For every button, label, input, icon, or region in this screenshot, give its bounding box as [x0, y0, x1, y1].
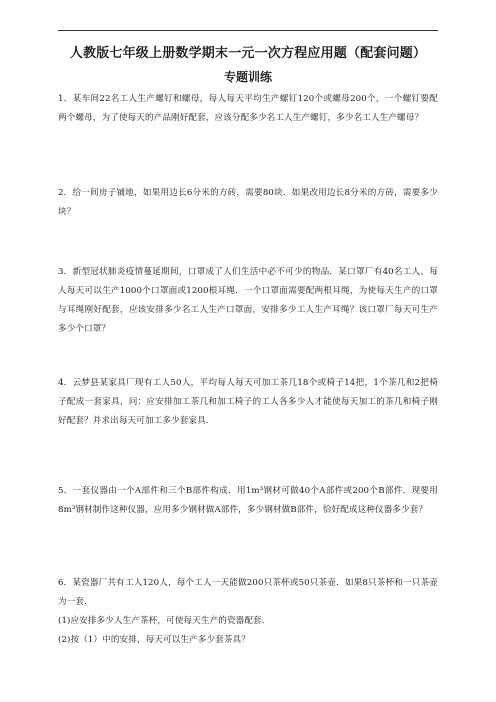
question-text: 4．云梦县某家具厂现有工人50人，平均每人每天可加工茶几18个或椅子14把，1个茶几和2把椅子配成一套家具，问：应安排加工茶几和加工椅子的工人各多少人才能使每天加工的茶几和椅子刚好配套？并求出每天可加工多少套家具． — [58, 378, 438, 426]
question-2 — [58, 184, 438, 222]
page-subtitle: 专题训练 — [223, 70, 272, 84]
question-3 — [58, 263, 438, 339]
question-text: 3．新型冠状肺炎疫情蔓延期间，口罩成了人们生活中必不可少的物品．某口罩厂有40名工人，每人每天可以生产1000个口罩面或1200根耳绳．一个口罩面需要配两根耳绳，为使每天生产的口罩与耳绳刚好配套，应该安排多少名工人生产口罩面，安排多少工人生产耳绳？该口罩厂每天可生产多少个口罩？ — [58, 267, 438, 334]
question-text: 5．一套仪器由一个A部件和三个B部件构成．用1m³钢材可做40个A部件或200个B部件．现要用8m³钢材制作这种仪器，应用多少钢材做A部件，多少钢材做B部件，恰好配成这种仪器多少套？ — [58, 486, 438, 515]
question-part-2: (2)按（1）中的安排，每天可以生产多少套茶具？ — [58, 635, 250, 645]
question-text: 1．某车间22名工人生产螺钉和螺母，每人每天平均生产螺钉120个或螺母200个，一个螺钉要配两个螺母，为了使每天的产品刚好配套，应该分配多少名工人生产螺钉，多少名工人生产螺母？ — [58, 94, 438, 123]
question-1 — [58, 90, 438, 128]
question-5 — [58, 482, 438, 520]
page-title: 人教版七年级上册数学期末一元一次方程应用题（配套问题） — [69, 46, 427, 61]
question-text: 6．某瓷器厂共有工人120人，每个工人一天能做200只茶杯或50只茶壶．如果8只茶杯和一只茶壶为一套． — [58, 578, 438, 607]
question-6 — [58, 574, 438, 650]
question-text: 2．给一间房子铺地，如果用边长6分米的方砖，需要80块．如果改用边长8分米的方砖，需要多少块？ — [58, 188, 438, 217]
question-4 — [58, 374, 438, 431]
header-rule — [58, 30, 438, 31]
question-part-1: (1)应安排多少人生产茶杯，可使每天生产的瓷器配套． — [58, 616, 271, 626]
